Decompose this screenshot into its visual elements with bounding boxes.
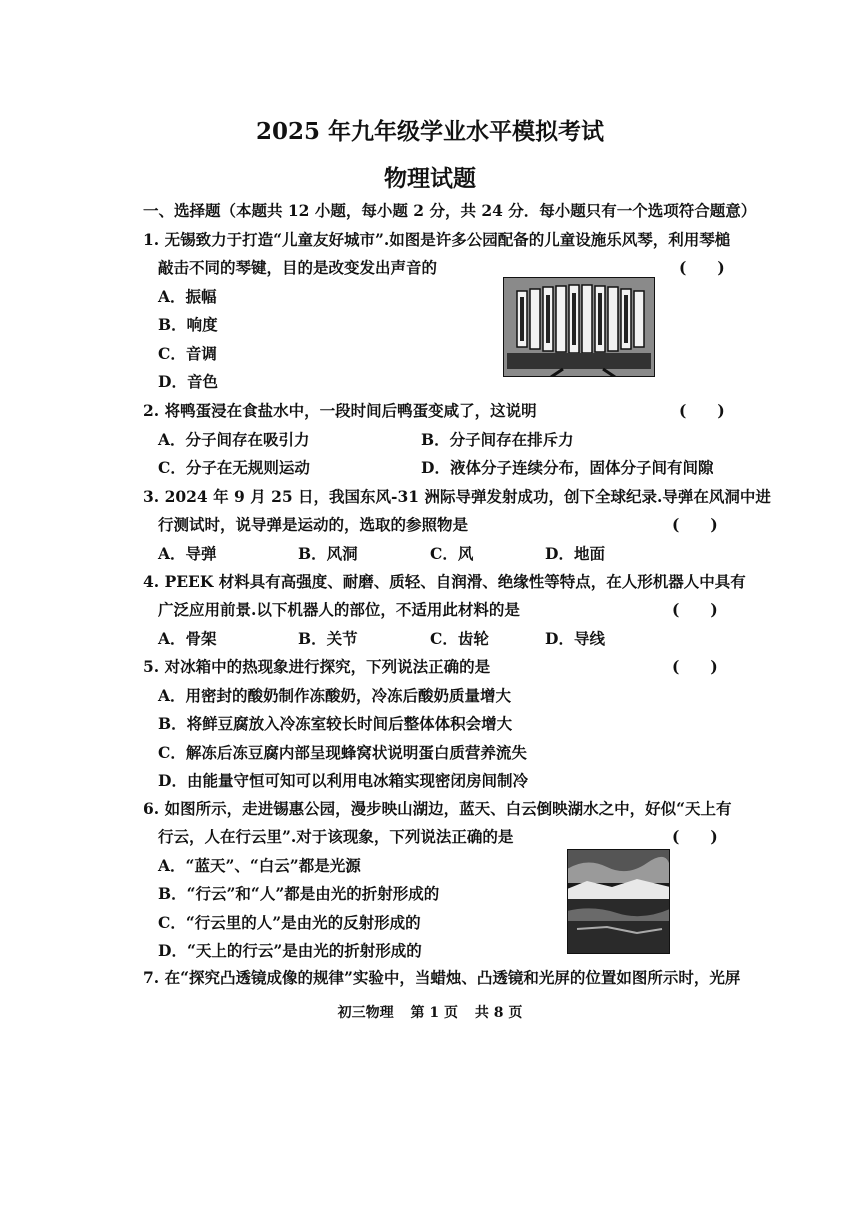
q2-option-a: A．分子间存在吸引力 — [158, 430, 310, 449]
q1-stem-line2: 敲击不同的琴键，目的是改变发出声音的 — [158, 258, 438, 277]
q4-option-a: A．骨架 — [158, 629, 217, 648]
q5-option-a: A．用密封的酸奶制作冻酸奶，冷冻后酸奶质量增大 — [158, 686, 512, 705]
q6-stem-line1: 6. 如图所示，走进锡惠公园，漫步映山湖边，蓝天、白云倒映湖水之中，好似“天上有 — [143, 799, 732, 818]
q3-option-b: B．风洞 — [298, 544, 358, 563]
q7-stem-line1: 7. 在“探究凸透镜成像的规律”实验中，当蜡烛、凸透镜和光屏的位置如图所示时，光屏 — [143, 968, 741, 987]
footer-total-pages: 共 8 页 — [474, 1005, 523, 1021]
q6-option-a: A．“蓝天”、“白云”都是光源 — [158, 856, 361, 875]
q6-stem-line2: 行云，人在行云里”.对于该现象，下列说法正确的是 — [158, 827, 514, 846]
q6-option-c: C．“行云里的人”是由光的反射形成的 — [158, 913, 421, 932]
lake-reflection-photo-icon — [567, 849, 670, 954]
q1-stem-line1: 1. 无锡致力于打造“儿童友好城市”.如图是许多公园配备的儿童设施乐风琴，利用琴槌 — [143, 230, 731, 249]
q4-stem-line1: 4. PEEK 材料具有高强度、耐磨、质轻、自润滑、绝缘性等特点，在人形机器人中具有 — [143, 572, 746, 591]
q3-answer-blank: ( ) — [672, 515, 718, 534]
q1-option-d: D．音色 — [158, 372, 218, 391]
q1-option-a: A．振幅 — [158, 287, 217, 306]
q4-stem-line2: 广泛应用前景.以下机器人的部位，不适用此材料的是 — [158, 600, 520, 619]
q3-option-a: A．导弹 — [158, 544, 217, 563]
page-footer — [0, 1002, 860, 1022]
q3-option-d: D．地面 — [545, 544, 605, 563]
q3-option-c: C．风 — [430, 544, 474, 563]
q6-answer-blank: ( ) — [672, 827, 718, 846]
footer-page-number: 第 1 页 — [410, 1005, 458, 1021]
q4-option-c: C．齿轮 — [430, 629, 489, 648]
q1-answer-blank: ( ) — [679, 258, 725, 277]
q1-option-c: C．音调 — [158, 344, 217, 363]
q3-stem-line1: 3. 2024 年 9 月 25 日，我国东风-31 洲际导弹发射成功，创下全球纪录.导弹在风洞中进 — [143, 487, 771, 506]
q5-option-d: D．由能量守恒可知可以利用电冰箱实现密闭房间制冷 — [158, 771, 528, 790]
q4-answer-blank: ( ) — [672, 600, 718, 619]
q5-option-b: B．将鲜豆腐放入冷冻室较长时间后整体体积会增大 — [158, 714, 513, 733]
q6-option-b: B．“行云”和“人”都是由光的折射形成的 — [158, 884, 440, 903]
footer-subject: 初三物理 — [337, 1005, 394, 1021]
xylophone-photo-icon — [503, 277, 655, 377]
q2-stem-line1: 2. 将鸭蛋浸在食盐水中，一段时间后鸭蛋变咸了，这说明 — [143, 401, 537, 420]
q2-option-c: C．分子在无规则运动 — [158, 458, 310, 477]
q5-answer-blank: ( ) — [672, 657, 718, 676]
q6-option-d: D．“天上的行云”是由光的折射形成的 — [158, 941, 422, 960]
q2-option-b: B．分子间存在排斥力 — [421, 430, 574, 449]
q2-option-d: D．液体分子连续分布，固体分子间有间隙 — [421, 458, 714, 477]
q1-option-b: B．响度 — [158, 315, 218, 334]
exam-title: 2025 年九年级学业水平模拟考试 — [255, 118, 605, 145]
exam-subtitle: 物理试题 — [384, 165, 476, 192]
q5-option-c: C．解冻后冻豆腐内部呈现蜂窝状说明蛋白质营养流失 — [158, 743, 527, 762]
q5-stem-line1: 5. 对冰箱中的热现象进行探究，下列说法正确的是 — [143, 657, 491, 676]
q4-option-d: D．导线 — [545, 629, 605, 648]
section-heading: 一、选择题（本题共 12 小题，每小题 2 分，共 24 分．每小题只有一个选项符合题意） — [143, 201, 757, 220]
q3-stem-line2: 行测试时，说导弹是运动的，选取的参照物是 — [158, 515, 469, 534]
q4-option-b: B．关节 — [298, 629, 358, 648]
q2-answer-blank: ( ) — [679, 401, 725, 420]
